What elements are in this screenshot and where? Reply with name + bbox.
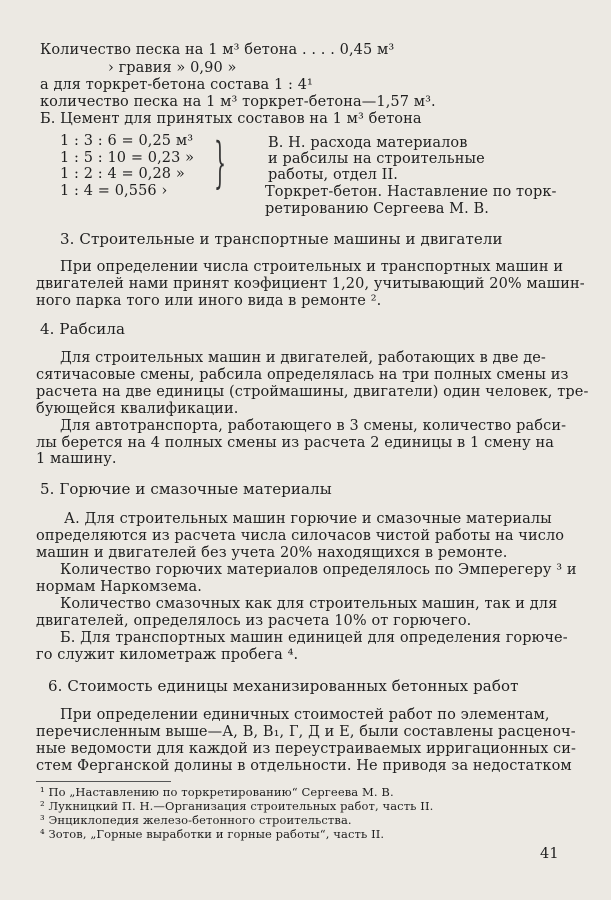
text-line: машин и двигателей без учета 20% находящихся в ремонте. bbox=[36, 545, 508, 561]
text-line: количество песка на 1 м³ торкрет-бетона—1,57 м³. bbox=[40, 94, 436, 110]
text-line: го служит километраж пробега ⁴. bbox=[36, 647, 299, 663]
ratio-line: 1 : 5 : 10 = 0,23 » bbox=[60, 150, 195, 166]
ratio-note: Торкрет-бетон. Наставление по торк- bbox=[265, 184, 557, 200]
text-line: перечисленным выше—А, В, В₁, Г, Д и Е, были составлены расценоч- bbox=[36, 724, 576, 740]
ratio-line: 1 : 3 : 6 = 0,25 м³ bbox=[60, 133, 194, 149]
text-line: расчета на две единицы (строймашины, двигатели) один человек, тре- bbox=[36, 384, 589, 400]
section-title: 5. Горючие и смазочные материалы bbox=[40, 480, 332, 498]
ratio-note: В. Н. расхода материалов bbox=[268, 135, 468, 151]
brace-icon: } bbox=[214, 131, 227, 194]
footnote-divider bbox=[36, 781, 171, 782]
text-line: сятичасовые смены, рабсила определялась на три полных смены из bbox=[36, 367, 569, 383]
text-line: лы берется на 4 полных смены из расчета 2 единицы в 1 смену на bbox=[36, 435, 554, 451]
text-line: При определении числа строительных и транспортных машин и bbox=[60, 259, 564, 275]
ratio-line: 1 : 2 : 4 = 0,28 » bbox=[60, 166, 185, 182]
text-line: Количество смазочных как для строительных машин, так и для bbox=[60, 596, 558, 612]
text-line: Б. Для транспортных машин единицей для определения горюче- bbox=[60, 630, 568, 646]
text-line: 1 машину. bbox=[36, 451, 117, 467]
text-line: Количество песка на 1 м³ бетона . . . . 0,45 м³ bbox=[40, 42, 395, 58]
text-line: Количество горючих материалов определялось по Эмперегеру ³ и bbox=[60, 562, 577, 578]
section-title: 6. Стоимость единицы механизированных бетонных работ bbox=[48, 677, 519, 695]
ratio-line: 1 : 4 = 0,556 › bbox=[60, 183, 168, 199]
section-title: 4. Рабсила bbox=[40, 320, 126, 338]
text-line: Для автотранспорта, работающего в 3 смены, количество рабси- bbox=[60, 418, 567, 434]
text-line: бующейся квалификации. bbox=[36, 401, 239, 417]
ratio-note: работы, отдел II. bbox=[268, 167, 399, 183]
footnote: ² Лукницкий П. Н.—Организация строительных работ, часть II. bbox=[40, 799, 434, 813]
text-line: двигателей, определялось из расчета 10% от горючего. bbox=[36, 613, 472, 629]
text-line: определяются из расчета числа силочасов чистой работы на число bbox=[36, 528, 565, 544]
ratio-note: и рабсилы на строительные bbox=[268, 151, 485, 167]
text-line: А. Для строительных машин горючие и смазочные материалы bbox=[64, 511, 552, 527]
ratio-note: ретированию Сергеева М. В. bbox=[265, 201, 489, 217]
text-line: а для торкрет-бетона состава 1 : 4¹ bbox=[40, 77, 313, 93]
footnote: ⁴ Зотов, „Горные выработки и горные работы“, часть II. bbox=[40, 827, 385, 841]
page-number: 41 bbox=[540, 846, 559, 862]
text-line: Б. Цемент для принятых составов на 1 м³ бетона bbox=[40, 111, 422, 127]
text-line: Для строительных машин и двигателей, работающих в две де- bbox=[60, 350, 546, 366]
text-line: нормам Наркомзема. bbox=[36, 579, 202, 595]
text-line: ные ведомости для каждой из переустраиваемых ирригационных си- bbox=[36, 741, 577, 757]
text-line: При определении единичных стоимостей работ по элементам, bbox=[60, 707, 550, 723]
text-line: стем Ферганской долины в отдельности. Не приводя за недостатком bbox=[36, 758, 572, 774]
footnote: ¹ По „Наставлению по торкретированию“ Сергеева М. В. bbox=[40, 785, 394, 799]
section-title: 3. Строительные и транспортные машины и двигатели bbox=[60, 230, 503, 248]
footnote: ³ Энциклопедия железо-бетонного строительства. bbox=[40, 813, 352, 827]
text-line: двигателей нами принят коэфициент 1,20, учитывающий 20% машин- bbox=[36, 276, 585, 292]
text-line: › гравия » 0,90 » bbox=[108, 60, 237, 76]
text-line: ного парка того или иного вида в ремонте ². bbox=[36, 293, 382, 309]
